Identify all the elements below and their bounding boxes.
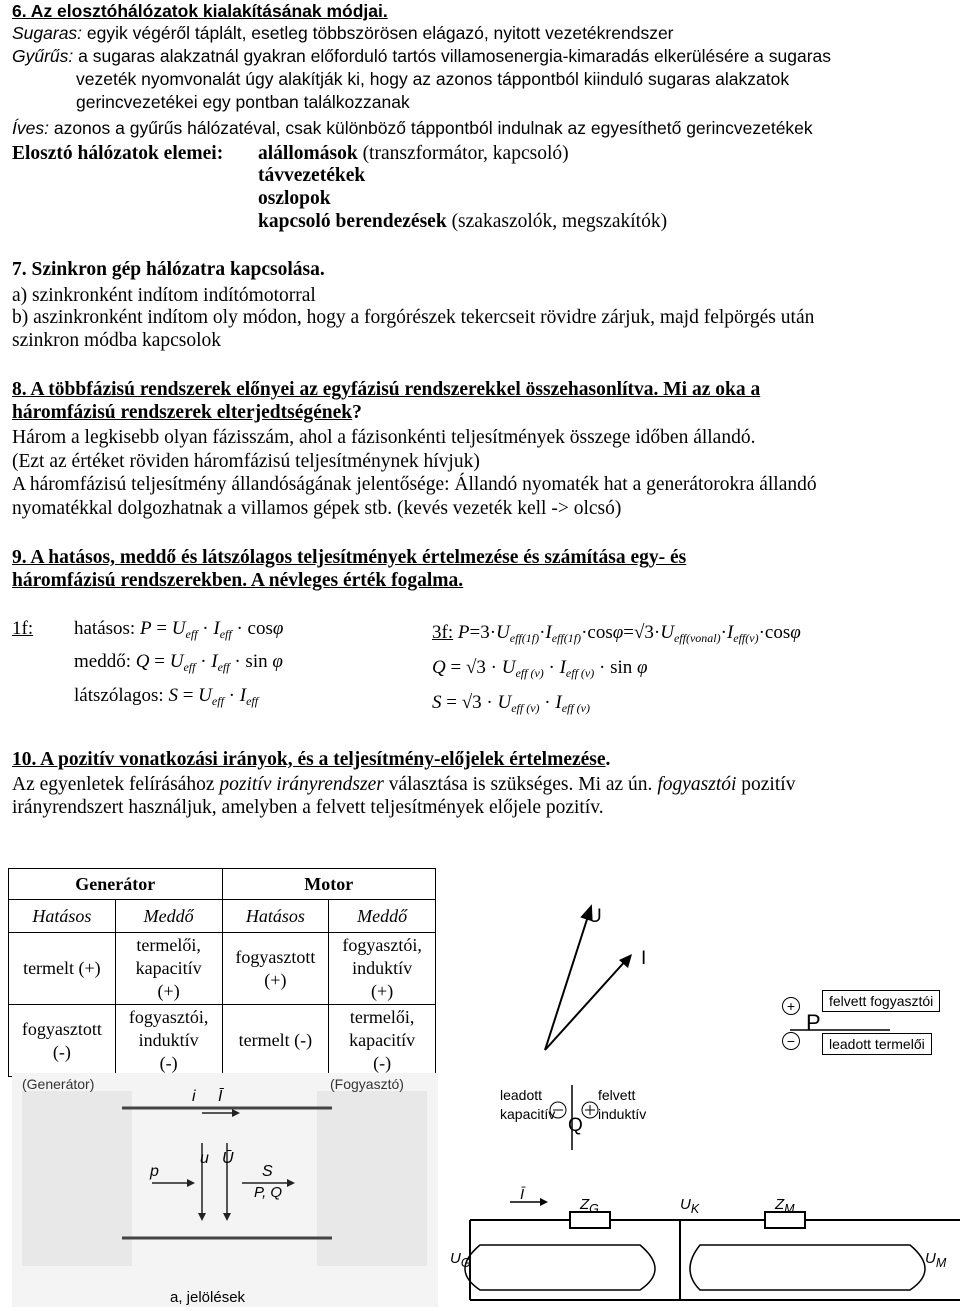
leadott-kapacitiv-label: leadott kapacitív — [500, 1087, 556, 1122]
formula-1f-label: 1f: — [12, 618, 34, 639]
table-cell: termelt (+) — [9, 933, 116, 1005]
gyurus-line-3: gerincvezetékei egy pontban találkozzanak — [76, 92, 410, 112]
minus-sign: − — [782, 1030, 800, 1051]
s8-paragraph-1: Három a legkisebb olyan fázisszám, ahol a fázisonkénti teljesítmények összege időben állandó. — [12, 427, 756, 448]
table-header-generator: Generátor — [9, 869, 223, 900]
s10-paragraph-2: irányrendszert használjuk, amelyben a felvett teljesítmények előjele pozitív. — [12, 797, 604, 818]
equivalent-circuit — [440, 1190, 960, 1311]
phasor-U-label: U — [588, 906, 602, 927]
UM-label: $U_M$ — [925, 1250, 947, 1270]
P-label: P — [806, 1010, 821, 1035]
current-phasor — [545, 958, 628, 1050]
UK-label: $U_K$ — [680, 1196, 700, 1216]
formula-3f-P: 3f: $P=3\cdot U_{eff(1f)}\cdot I_{eff(1f)}\cdot\cos\varphi=√3\cdot U_{eff(vonal)}\cdot I_{eff(v)}\cdot\cos\varphi$ — [432, 622, 801, 645]
formula-1f-meddo: meddő: $Q = U_{eff} \cdot I_{eff} \cdot \sin \varphi$ — [74, 651, 283, 674]
ives-definition: Íves: azonos a gyűrűs hálózatéval, csak különböző táppontból indulnak az egyesíthető gerincvezetékek — [12, 118, 813, 138]
element-item-3: oszlopok — [258, 188, 331, 209]
table-cell: termelői, kapacitív (+) — [115, 933, 222, 1005]
formula-1f-latszolagos: látszólagos: $S = U_{eff} \cdot I_{eff}$ — [74, 685, 259, 708]
section-9-title-2: háromfázisú rendszerekben. A névleges érték fogalma. — [12, 570, 464, 591]
table-subheader: Meddő — [115, 900, 222, 933]
felvett-fogyasztoi-box: felvett fogyasztói — [822, 990, 940, 1012]
formula-1f-hatasos: hatásos: $P = U_{eff} \cdot I_{eff} \cdot \cos\varphi$ — [74, 618, 284, 641]
gyurus-line-2: vezeték nyomvonalát úgy alakítják ki, hogy az azonos táppontból kiinduló sugaras alakzatok — [76, 69, 790, 89]
I-current-label: Ī — [520, 1186, 525, 1203]
section-10-title: 10. A pozitív vonatkozási irányok, és a teljesítmény-előjelek értelmezése. — [12, 749, 611, 770]
voltage-phasor — [545, 910, 590, 1050]
table-subheader: Hatásos — [222, 900, 329, 933]
elemek-label: Elosztó hálózatok elemei: — [12, 143, 224, 164]
generator-label: (Generátor) — [22, 1076, 95, 1092]
leadott-termeloi-box: leadott termelői — [822, 1033, 932, 1055]
section-8-title: 8. A többfázisú rendszerek előnyei az egyfázisú rendszerekkel összehasonlítva. Mi az oka a — [12, 379, 761, 400]
section-8-title-2: háromfázisú rendszerek elterjedtségének? — [12, 402, 362, 423]
plus-sign: + — [782, 995, 800, 1016]
s8-paragraph-4: nyomatékkal dolgozhatnak a villamos gépek stb. (kevés vezeték kell -> olcsó) — [12, 498, 622, 519]
notation-wires — [12, 1073, 438, 1307]
s7-option-b: b) aszinkronként indítom oly módon, hogy a forgórészek tekercseit rövidre zárjuk, majd felpörgés után — [12, 307, 815, 328]
section-9-title: 9. A hatásos, meddő és látszólagos teljesítmények értelmezése és számítása egy- és — [12, 547, 687, 568]
ZG-label: $Z_G$ — [580, 1196, 599, 1216]
element-item-2: távvezetékek — [258, 165, 366, 186]
table-cell: termelői, kapacitív (-) — [329, 1005, 436, 1077]
UG-label: $U_G$ — [450, 1250, 471, 1270]
table-cell: fogyasztott (-) — [9, 1005, 116, 1077]
table-subheader: Meddő — [329, 900, 436, 933]
fogyaszto-label: (Fogyasztó) — [330, 1076, 404, 1092]
s7-option-a: a) szinkronként indítom indítómotorral — [12, 285, 316, 306]
table-header-motor: Motor — [222, 869, 436, 900]
formula-3f-S: $S = √3 \cdot U_{eff (v)} \cdot I_{eff (v)}$ — [432, 692, 590, 715]
S-label: S — [262, 1163, 273, 1180]
element-item-1: alállomások (transzformátor, kapcsoló) — [258, 143, 569, 164]
I-phasor-label: Ī — [218, 1088, 223, 1105]
section-7-title: 7. Szinkron gép hálózatra kapcsolása. — [12, 259, 325, 280]
table-cell: fogyasztott (+) — [222, 933, 329, 1005]
s7-option-b-cont: szinkron módba kapcsolok — [12, 330, 222, 351]
felvett-induktiv-label: felvett induktív — [598, 1087, 647, 1122]
sign-convention-table — [8, 868, 436, 1077]
phasor-I-label: I — [641, 948, 647, 969]
formula-3f-Q: $Q = √3 \cdot U_{eff (v)} \cdot I_{eff (v)} \cdot \sin \varphi$ — [432, 657, 648, 680]
PQ-label: P, Q — [254, 1184, 283, 1201]
table-cell: fogyasztói, induktív (+) — [329, 933, 436, 1005]
U-phasor-label: Ū — [222, 1150, 234, 1167]
i-label: i — [192, 1088, 196, 1105]
table-subheader: Hatásos — [9, 900, 116, 933]
p-label: p — [150, 1163, 159, 1180]
table-cell: termelt (-) — [222, 1005, 329, 1077]
s8-paragraph-2: (Ezt az értéket röviden háromfázisú teljesítménynek hívjuk) — [12, 451, 480, 472]
section-6-title: 6. Az elosztóhálózatok kialakításának módjai. — [12, 1, 388, 21]
jelolesek-caption: a, jelölések — [170, 1289, 246, 1306]
table-cell: fogyasztói, induktív (-) — [115, 1005, 222, 1077]
sugaras-definition: Sugaras: egyik végéről táplált, esetleg többszörösen elágazó, nyitott vezetékrendszer — [12, 23, 674, 43]
u-label: u — [200, 1150, 209, 1167]
ZM-label: $Z_M$ — [775, 1196, 795, 1216]
s10-paragraph-1: Az egyenletek felírásához pozitív irányrendszer választása is szükséges. Mi az ún. fogyasztói pozitív — [12, 774, 796, 795]
Q-label: Q — [568, 1115, 583, 1136]
s8-paragraph-3: A háromfázisú teljesítmény állandóságának jelentősége: Állandó nyomaték hat a generátorokra állandó — [12, 474, 817, 495]
element-item-4: kapcsoló berendezések (szakaszolók, megszakítók) — [258, 211, 668, 232]
gyurus-definition: Gyűrűs: a sugaras alakzatnál gyakran előforduló tartós villamosenergia-kimaradás elkerülésére a sugaras — [12, 46, 832, 66]
